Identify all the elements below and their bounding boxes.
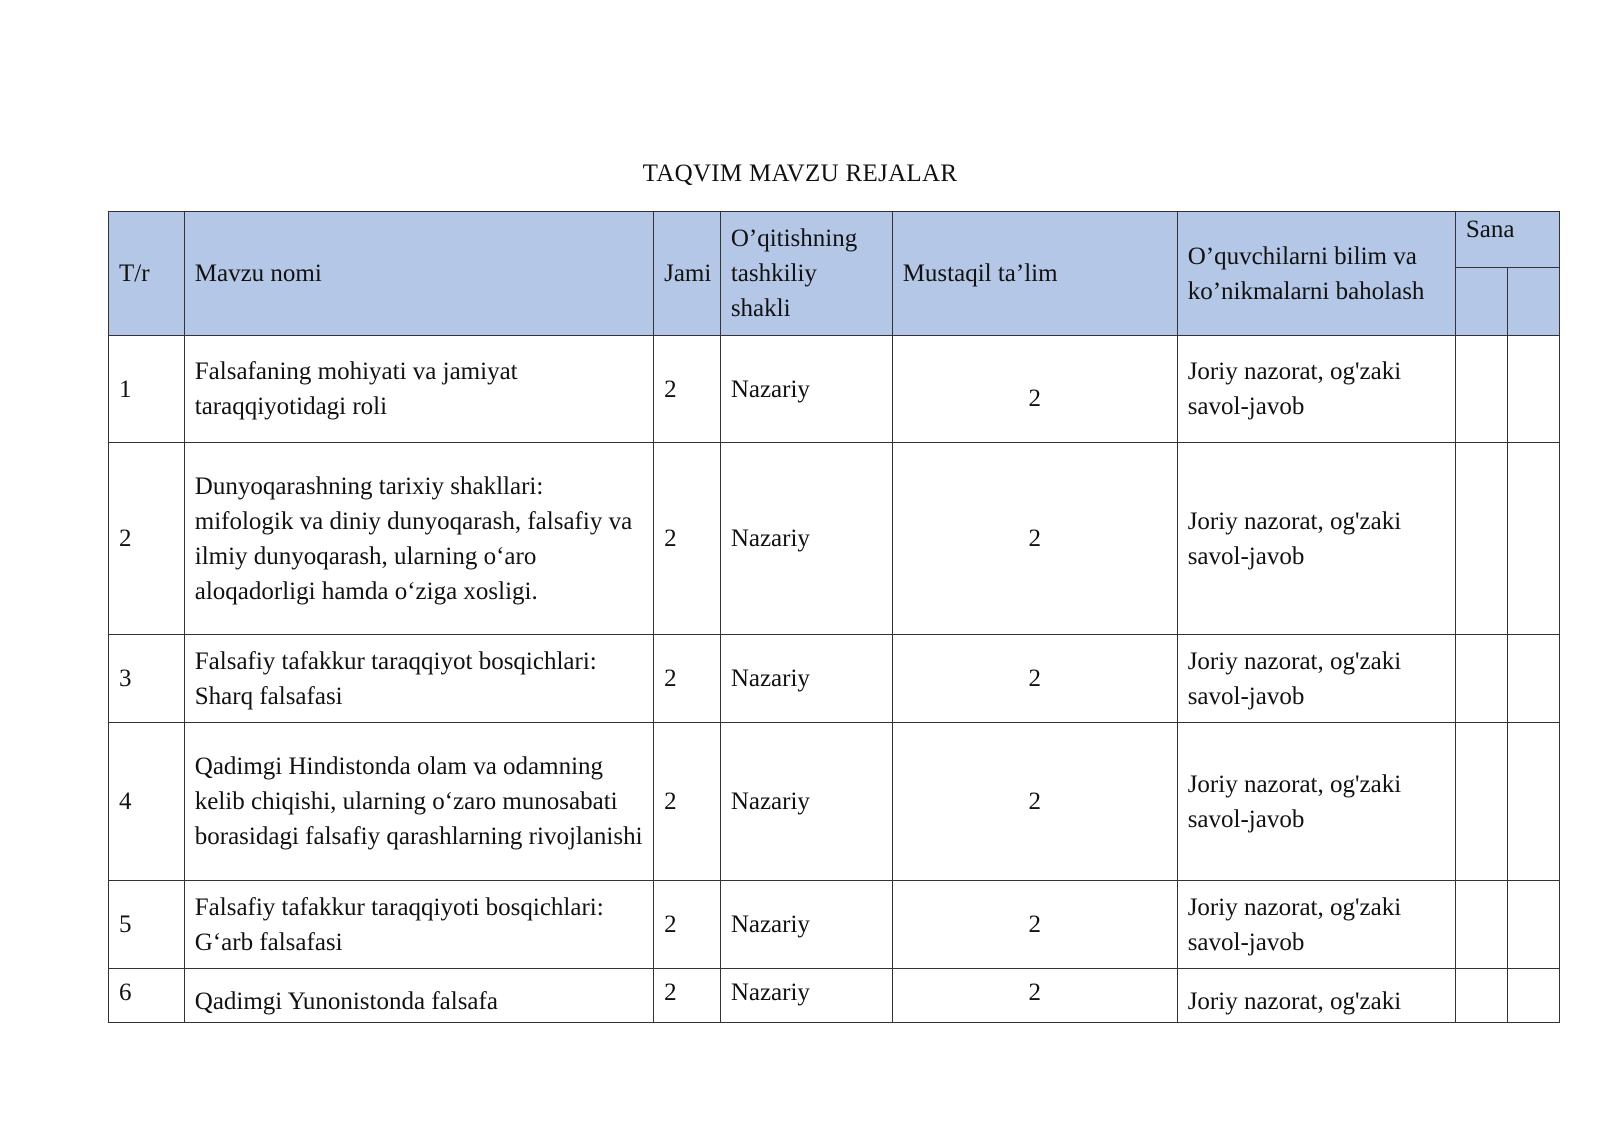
header-num: T/r: [109, 212, 185, 336]
row-num: 4: [109, 723, 185, 881]
row-topic: Dunyoqarashning tarixiy shakllari: mifologik va diniy dunyoqarash, falsafiy va ilmiy dunyoqarash, ularning o‘aro aloqadorligi hamda o‘ziga xosligi.: [184, 443, 653, 635]
row-date-1: [1455, 336, 1507, 443]
row-date-1: [1455, 723, 1507, 881]
table-row: [109, 443, 1560, 635]
header-total: Jami: [654, 212, 721, 336]
row-num: 3: [109, 635, 185, 723]
row-date-2: [1507, 969, 1559, 1023]
row-form: Nazariy: [720, 881, 892, 969]
row-form: Nazariy: [720, 443, 892, 635]
row-total: 2: [654, 881, 721, 969]
row-total: 2: [654, 635, 721, 723]
row-num: 2: [109, 443, 185, 635]
row-self-study: 2: [892, 336, 1177, 443]
row-topic: Qadimgi Hindistonda olam va odamning kelib chiqishi, ularning o‘zaro munosabati borasidagi falsafiy qarashlarning rivojlanishi: [184, 723, 653, 881]
row-self-study: 2: [892, 969, 1177, 1023]
table-header: [109, 212, 1560, 336]
row-total: 2: [654, 443, 721, 635]
table-row: [109, 723, 1560, 881]
row-topic: Falsafiy tafakkur taraqqiyoti bosqichlari: G‘arb falsafasi: [184, 881, 653, 969]
row-form: Nazariy: [720, 635, 892, 723]
header-date-sub-1: [1455, 268, 1507, 336]
row-num: 1: [109, 336, 185, 443]
row-assessment: Joriy nazorat, og'zaki savol-javob: [1177, 635, 1455, 723]
row-topic: Falsafaning mohiyati va jamiyat taraqqiyotidagi roli: [184, 336, 653, 443]
header-date: Sana: [1455, 212, 1559, 268]
row-form: Nazariy: [720, 723, 892, 881]
row-self-study: 2: [892, 881, 1177, 969]
row-form: Nazariy: [720, 336, 892, 443]
page-title: TAQVIM MAVZU REJALAR: [642, 160, 958, 187]
row-form: Nazariy: [720, 969, 892, 1023]
row-num: 6: [109, 969, 185, 1023]
row-assessment: Joriy nazorat, og'zaki savol-javob: [1177, 336, 1455, 443]
table-row: [109, 881, 1560, 969]
row-date-2: [1507, 881, 1559, 969]
row-topic: Falsafiy tafakkur taraqqiyot bosqichlari: Sharq falsafasi: [184, 635, 653, 723]
row-self-study: 2: [892, 635, 1177, 723]
table-row: [109, 969, 1560, 1023]
row-assessment: Joriy nazorat, og'zaki savol-javob: [1177, 723, 1455, 881]
schedule-table: [108, 211, 1560, 1023]
row-date-1: [1455, 969, 1507, 1023]
row-total: 2: [654, 969, 721, 1023]
table-row: [109, 635, 1560, 723]
row-date-1: [1455, 881, 1507, 969]
row-total: 2: [654, 336, 721, 443]
row-date-2: [1507, 635, 1559, 723]
header-date-sub-2: [1507, 268, 1559, 336]
row-date-1: [1455, 443, 1507, 635]
header-topic: Mavzu nomi: [184, 212, 653, 336]
table-row: [109, 336, 1560, 443]
row-self-study: 2: [892, 723, 1177, 881]
row-total: 2: [654, 723, 721, 881]
row-assessment: Joriy nazorat, og'zaki savol-javob: [1177, 881, 1455, 969]
header-self-study: Mustaqil ta’lim: [892, 212, 1177, 336]
row-date-2: [1507, 723, 1559, 881]
row-num: 5: [109, 881, 185, 969]
row-topic: Qadimgi Yunonistonda falsafa: [184, 969, 653, 1023]
header-assessment: O’quvchilarni bilim va ko’nikmalarni baholash: [1177, 212, 1455, 336]
row-assessment: Joriy nazorat, og'zaki: [1177, 969, 1455, 1023]
row-assessment: Joriy nazorat, og'zaki savol-javob: [1177, 443, 1455, 635]
row-self-study: 2: [892, 443, 1177, 635]
row-date-1: [1455, 635, 1507, 723]
row-date-2: [1507, 336, 1559, 443]
header-form: O’qitishning tashkiliy shakli: [720, 212, 892, 336]
row-date-2: [1507, 443, 1559, 635]
